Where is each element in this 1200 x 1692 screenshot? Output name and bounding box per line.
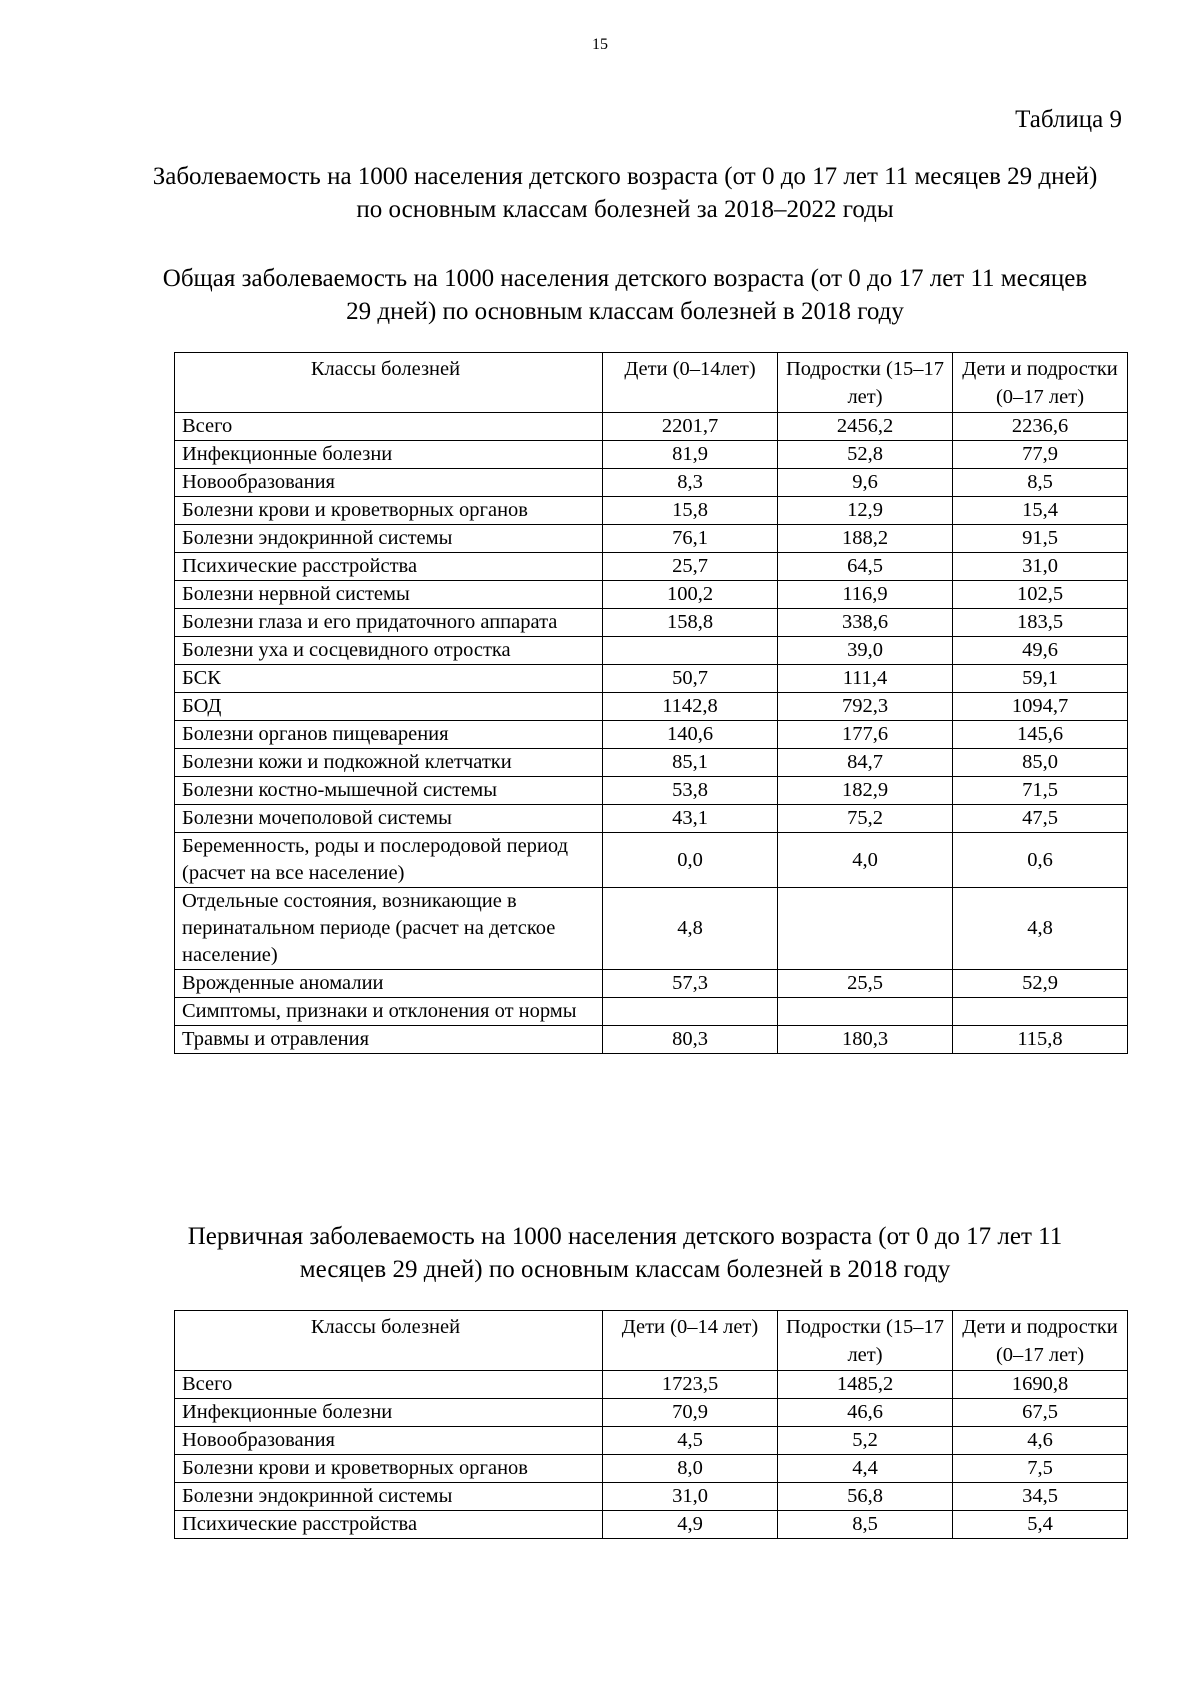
disease-class-cell: Болезни кожи и подкожной клетчатки <box>175 749 603 777</box>
disease-class-cell: Болезни уха и сосцевидного отростка <box>175 637 603 665</box>
disease-class-cell: Врожденные аномалии <box>175 970 603 998</box>
table-row <box>175 637 1128 665</box>
value-cell: 100,2 <box>603 581 778 609</box>
value-cell: 2456,2 <box>778 413 953 441</box>
value-cell: 116,9 <box>778 581 953 609</box>
table-row <box>175 749 1128 777</box>
value-cell: 59,1 <box>953 665 1128 693</box>
value-cell: 12,9 <box>778 497 953 525</box>
disease-class-cell: Новообразования <box>175 1427 603 1455</box>
table-row <box>175 581 1128 609</box>
value-cell: 5,2 <box>778 1427 953 1455</box>
header-children-teens: Дети и подростки (0–17 лет) <box>953 1311 1128 1371</box>
value-cell: 81,9 <box>603 441 778 469</box>
disease-class-cell: Болезни крови и кроветворных органов <box>175 497 603 525</box>
table-label: Таблица 9 <box>1015 106 1122 133</box>
table-row <box>175 1026 1128 1054</box>
table-row <box>175 609 1128 637</box>
table-row <box>175 1427 1128 1455</box>
value-cell: 9,6 <box>778 469 953 497</box>
value-cell: 49,6 <box>953 637 1128 665</box>
value-cell: 4,6 <box>953 1427 1128 1455</box>
disease-class-cell: Болезни мочеполовой системы <box>175 805 603 833</box>
header-children-teens: Дети и подростки (0–17 лет) <box>953 353 1128 413</box>
value-cell: 188,2 <box>778 525 953 553</box>
value-cell: 25,5 <box>778 970 953 998</box>
table-row <box>175 693 1128 721</box>
table-row <box>175 413 1128 441</box>
value-cell: 145,6 <box>953 721 1128 749</box>
table-row <box>175 998 1128 1026</box>
value-cell: 75,2 <box>778 805 953 833</box>
value-cell: 183,5 <box>953 609 1128 637</box>
value-cell: 50,7 <box>603 665 778 693</box>
page-number: 15 <box>592 36 608 53</box>
value-cell: 15,4 <box>953 497 1128 525</box>
value-cell: 8,5 <box>778 1511 953 1539</box>
table-row <box>175 1399 1128 1427</box>
value-cell: 80,3 <box>603 1026 778 1054</box>
value-cell: 0,6 <box>953 833 1128 888</box>
value-cell: 47,5 <box>953 805 1128 833</box>
table-header-row <box>175 1311 1128 1371</box>
header-children: Дети (0–14 лет) <box>603 1311 778 1371</box>
value-cell: 91,5 <box>953 525 1128 553</box>
value-cell: 338,6 <box>778 609 953 637</box>
disease-class-cell: Симптомы, признаки и отклонения от нормы <box>175 998 603 1026</box>
disease-class-cell: Болезни глаза и его придаточного аппарата <box>175 609 603 637</box>
header-classes: Классы болезней <box>175 1311 603 1371</box>
disease-class-cell: Всего <box>175 1371 603 1399</box>
disease-class-cell: Болезни крови и кроветворных органов <box>175 1455 603 1483</box>
value-cell: 5,4 <box>953 1511 1128 1539</box>
value-cell: 115,8 <box>953 1026 1128 1054</box>
disease-class-cell: Травмы и отравления <box>175 1026 603 1054</box>
disease-class-cell: Болезни нервной системы <box>175 581 603 609</box>
disease-class-cell: Психические расстройства <box>175 553 603 581</box>
disease-class-cell: Болезни органов пищеварения <box>175 721 603 749</box>
table-row <box>175 1483 1128 1511</box>
disease-class-cell: Болезни эндокринной системы <box>175 1483 603 1511</box>
disease-class-cell: Болезни эндокринной системы <box>175 525 603 553</box>
table1-title: Общая заболеваемость на 1000 населения детского возраста (от 0 до 17 лет 11 месяцев 29 дней) по основным классам болезней в 2018 году <box>162 265 1088 325</box>
value-cell: 57,3 <box>603 970 778 998</box>
value-cell: 2201,7 <box>603 413 778 441</box>
value-cell: 8,0 <box>603 1455 778 1483</box>
value-cell: 0,0 <box>603 833 778 888</box>
value-cell <box>603 998 778 1026</box>
header-classes: Классы болезней <box>175 353 603 413</box>
value-cell: 67,5 <box>953 1399 1128 1427</box>
value-cell: 792,3 <box>778 693 953 721</box>
value-cell: 111,4 <box>778 665 953 693</box>
value-cell: 4,4 <box>778 1455 953 1483</box>
value-cell: 70,9 <box>603 1399 778 1427</box>
value-cell: 102,5 <box>953 581 1128 609</box>
value-cell: 56,8 <box>778 1483 953 1511</box>
value-cell: 39,0 <box>778 637 953 665</box>
value-cell <box>953 998 1128 1026</box>
value-cell: 64,5 <box>778 553 953 581</box>
disease-class-cell: БСК <box>175 665 603 693</box>
value-cell: 4,8 <box>603 888 778 970</box>
value-cell <box>778 888 953 970</box>
value-cell: 85,0 <box>953 749 1128 777</box>
table-row <box>175 1455 1128 1483</box>
table-row <box>175 970 1128 998</box>
value-cell: 34,5 <box>953 1483 1128 1511</box>
value-cell: 4,0 <box>778 833 953 888</box>
value-cell: 2236,6 <box>953 413 1128 441</box>
value-cell: 4,8 <box>953 888 1128 970</box>
value-cell: 8,3 <box>603 469 778 497</box>
table-row <box>175 805 1128 833</box>
disease-class-cell: Отдельные состояния, возникающие в перинатальном периоде (расчет на детское население) <box>175 888 603 970</box>
table-row <box>175 525 1128 553</box>
value-cell: 25,7 <box>603 553 778 581</box>
value-cell: 52,8 <box>778 441 953 469</box>
table-header-row <box>175 353 1128 413</box>
disease-class-cell: Беременность, роды и послеродовой период (расчет на все население) <box>175 833 603 888</box>
value-cell: 4,9 <box>603 1511 778 1539</box>
value-cell: 1723,5 <box>603 1371 778 1399</box>
general-morbidity-table <box>174 352 1128 1054</box>
table-row <box>175 497 1128 525</box>
table-row <box>175 1511 1128 1539</box>
table-row <box>175 665 1128 693</box>
value-cell: 1094,7 <box>953 693 1128 721</box>
value-cell: 53,8 <box>603 777 778 805</box>
table-row <box>175 553 1128 581</box>
value-cell: 1690,8 <box>953 1371 1128 1399</box>
value-cell: 46,6 <box>778 1399 953 1427</box>
table-row <box>175 469 1128 497</box>
value-cell: 85,1 <box>603 749 778 777</box>
value-cell: 140,6 <box>603 721 778 749</box>
value-cell: 76,1 <box>603 525 778 553</box>
table-row <box>175 777 1128 805</box>
primary-morbidity-table <box>174 1310 1128 1539</box>
disease-class-cell: Психические расстройства <box>175 1511 603 1539</box>
disease-class-cell: Новообразования <box>175 469 603 497</box>
value-cell: 180,3 <box>778 1026 953 1054</box>
disease-class-cell: БОД <box>175 693 603 721</box>
table-row <box>175 888 1128 970</box>
value-cell: 77,9 <box>953 441 1128 469</box>
value-cell: 1142,8 <box>603 693 778 721</box>
table2-title: Первичная заболеваемость на 1000 населения детского возраста (от 0 до 17 лет 11 месяцев 29 дней) по основным классам болезней в 2018 году <box>187 1223 1063 1283</box>
value-cell <box>603 637 778 665</box>
table-row <box>175 721 1128 749</box>
value-cell: 71,5 <box>953 777 1128 805</box>
value-cell: 84,7 <box>778 749 953 777</box>
header-teens: Подростки (15–17 лет) <box>778 1311 953 1371</box>
table-row <box>175 1371 1128 1399</box>
value-cell: 158,8 <box>603 609 778 637</box>
value-cell: 1485,2 <box>778 1371 953 1399</box>
main-title: Заболеваемость на 1000 населения детского возраста (от 0 до 17 лет 11 месяцев 29 дней) по основным классам болезней за 2018–2022 годы <box>152 163 1098 223</box>
header-teens: Подростки (15–17 лет) <box>778 353 953 413</box>
disease-class-cell: Инфекционные болезни <box>175 1399 603 1427</box>
value-cell: 15,8 <box>603 497 778 525</box>
value-cell: 8,5 <box>953 469 1128 497</box>
disease-class-cell: Инфекционные болезни <box>175 441 603 469</box>
value-cell: 7,5 <box>953 1455 1128 1483</box>
value-cell: 43,1 <box>603 805 778 833</box>
header-children: Дети (0–14лет) <box>603 353 778 413</box>
value-cell: 52,9 <box>953 970 1128 998</box>
value-cell: 4,5 <box>603 1427 778 1455</box>
disease-class-cell: Болезни костно-мышечной системы <box>175 777 603 805</box>
value-cell: 31,0 <box>603 1483 778 1511</box>
table-row <box>175 441 1128 469</box>
disease-class-cell: Всего <box>175 413 603 441</box>
table-row <box>175 833 1128 888</box>
value-cell: 182,9 <box>778 777 953 805</box>
value-cell: 31,0 <box>953 553 1128 581</box>
value-cell <box>778 998 953 1026</box>
value-cell: 177,6 <box>778 721 953 749</box>
